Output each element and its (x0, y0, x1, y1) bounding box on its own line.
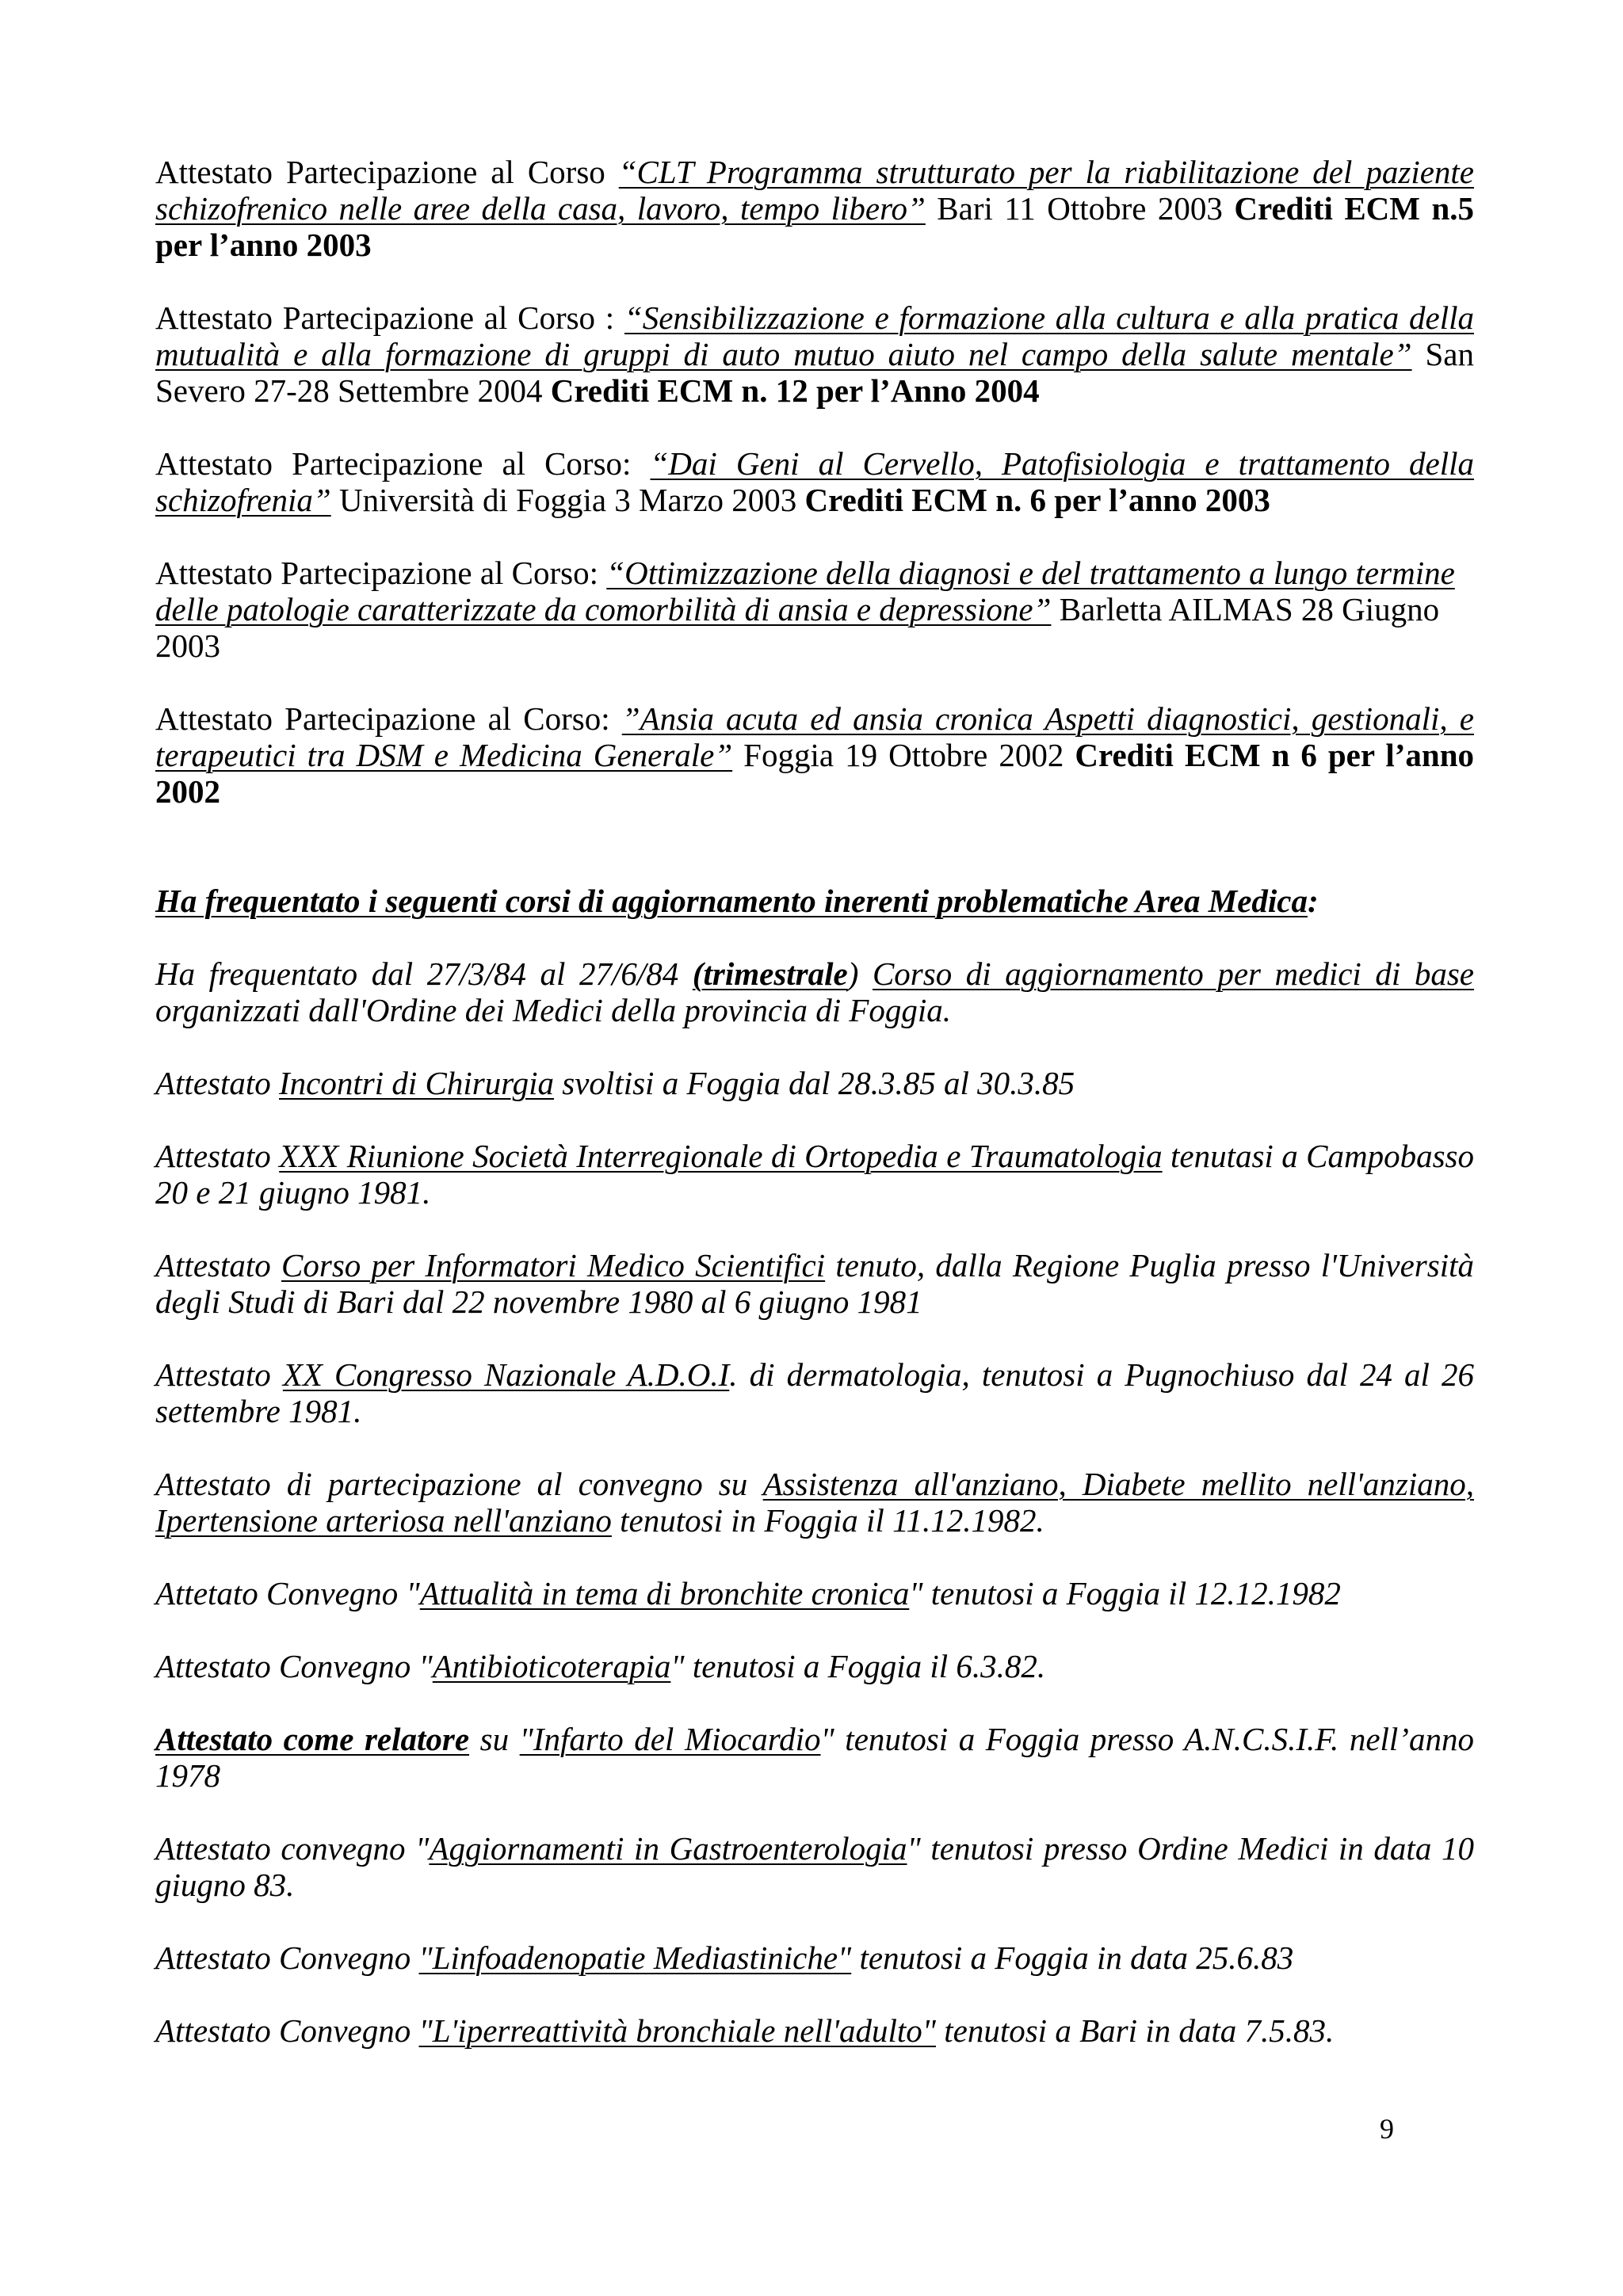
course-entry (155, 555, 1474, 664)
medical-courses-section (155, 955, 1474, 2049)
course-lead: Attestato Partecipazione al Corso: (155, 555, 607, 591)
page-number: 9 (1380, 2113, 1394, 2145)
course-credits: Crediti ECM n. 12 per l’Anno 2004 (550, 372, 1040, 409)
list-item: Attetato Convegno "Attualità in tema di bronchite cronica" tenutosi a Foggia il 12.12.1982 (155, 1575, 1341, 1611)
course-entry (155, 700, 1474, 810)
list-item: Attestato di partecipazione al convegno su Assistenza all'anziano, Diabete mellito nell'anziano, Ipertensione arteriosa nell'anziano tenutosi in Foggia il 11.12.1982. (155, 1466, 1475, 1539)
page-content (155, 154, 1474, 2085)
course-details: Bari 11 Ottobre 2003 (925, 190, 1235, 227)
course-details: Barletta AILMAS 28 Giugno 2003 (155, 591, 1440, 664)
section-heading-colon: : (1308, 883, 1319, 919)
section-heading (155, 883, 1474, 919)
course-credits: Crediti ECM n. 6 per l’anno 2003 (804, 482, 1270, 518)
list-item: Attestato Convegno "Antibioticoterapia" tenutosi a Foggia il 6.3.82. (155, 1648, 1046, 1684)
section-heading-text: Ha frequentato i seguenti corsi di aggiornamento inerenti problematiche Area Medica (155, 883, 1308, 919)
course-entry (155, 299, 1474, 409)
list-item: Attestato convegno "Aggiornamenti in Gastroenterologia" tenutosi presso Ordine Medici in data 10 giugno 83. (155, 1830, 1474, 1903)
course-lead: Attestato Partecipazione al Corso : (155, 299, 624, 336)
ecm-courses-section (155, 154, 1474, 810)
list-item: Ha frequentato dal 27/3/84 al 27/6/84 (trimestrale) Corso di aggiornamento per medici di base organizzati dall'Ordine dei Medici della provincia di Foggia. (155, 955, 1474, 1028)
course-lead: Attestato Partecipazione al Corso: (155, 445, 651, 482)
course-credits: Crediti ECM n.5 per l’anno 2003 (155, 190, 1474, 263)
course-entry (155, 154, 1474, 263)
list-item: Attestato Corso per Informatori Medico Scientifici tenuto, dalla Regione Puglia presso l'Università degli Studi di Bari dal 22 novembre 1980 al 6 giugno 1981 (155, 1247, 1475, 1320)
list-item: Attestato Convegno "Linfoadenopatie Mediastiniche" tenutosi a Foggia in data 25.6.83 (155, 1939, 1294, 1976)
list-item: Attestato Incontri di Chirurgia svoltisi a Foggia dal 28.3.85 al 30.3.85 (155, 1065, 1075, 1101)
list-item: Attestato XXX Riunione Società Interregionale di Ortopedia e Traumatologia tenutasi a Campobasso 20 e 21 giugno 1981. (155, 1138, 1474, 1211)
course-title: “Sensibilizzazione e formazione alla cultura e alla pratica della mutualità e alla formazione di gruppi di auto mutuo aiuto nel campo della salute mentale” (155, 299, 1474, 372)
list-item: Attestato come relatore su "Infarto del Miocardio" tenutosi a Foggia presso A.N.C.S.I.F. nell’anno 1978 (155, 1721, 1474, 1794)
course-title: “Dai Geni al Cervello, Patofisiologia e trattamento della schizofrenia” (155, 445, 1475, 518)
course-details: Università di Foggia 3 Marzo 2003 (330, 482, 805, 518)
course-title: ”Ansia acuta ed ansia cronica Aspetti diagnostici, gestionali, e terapeutici tra DSM e Medicina Generale” (155, 700, 1474, 773)
course-title: “Ottimizzazione della diagnosi e del trattamento a lungo termine delle patologie caratterizzate da comorbilità di ansia e depressione” (155, 555, 1455, 627)
course-lead: Attestato Partecipazione al Corso: (155, 700, 622, 737)
course-credits: Crediti ECM n 6 per l’anno 2002 (155, 737, 1474, 810)
course-entry (155, 445, 1474, 518)
course-lead: Attestato Partecipazione al Corso (155, 154, 619, 190)
list-item: Attestato Convegno "L'iperreattività bronchiale nell'adulto" tenutosi a Bari in data 7.5.83. (155, 2012, 1335, 2049)
list-item: Attestato XX Congresso Nazionale A.D.O.I. di dermatologia, tenutosi a Pugnochiuso dal 24 al 26 settembre 1981. (155, 1356, 1474, 1429)
course-details: San Severo 27-28 Settembre 2004 (155, 336, 1475, 409)
course-details: Foggia 19 Ottobre 2002 (732, 737, 1075, 773)
course-title: “CLT Programma strutturato per la riabilitazione del paziente schizofrenico nelle aree della casa, lavoro, tempo libero” (155, 154, 1474, 227)
